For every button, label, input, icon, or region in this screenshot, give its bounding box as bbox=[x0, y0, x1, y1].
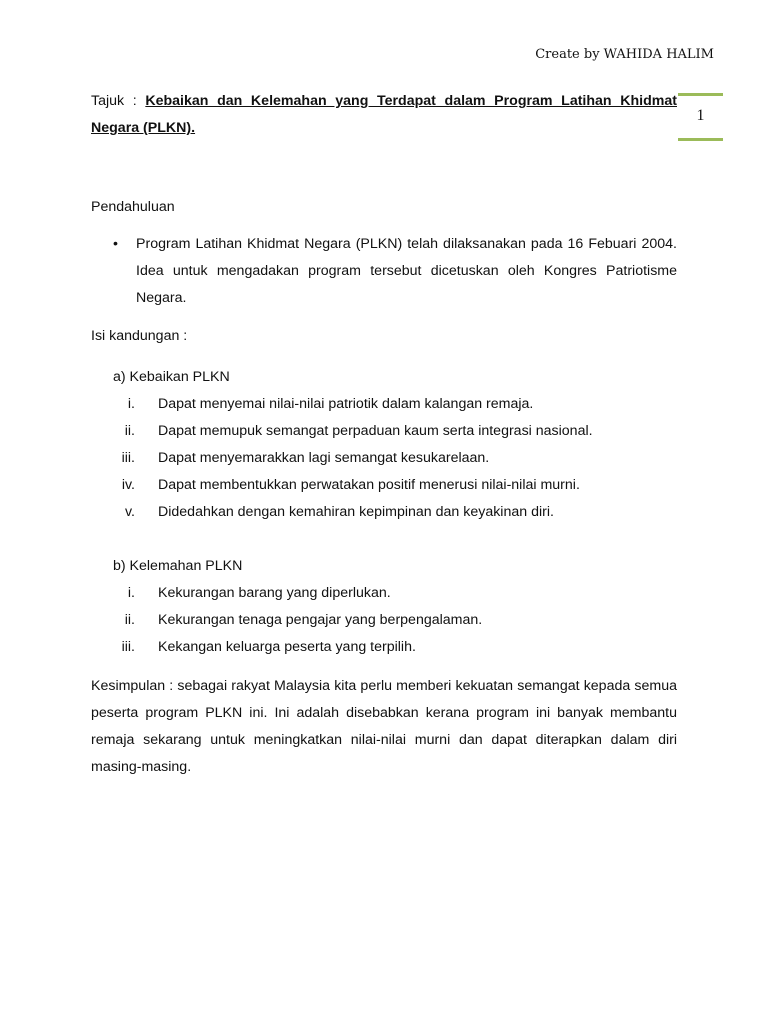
intro-bullet-list bbox=[91, 231, 677, 312]
list-item-text: Dapat menyemarakkan lagi semangat kesukarelaan. bbox=[158, 450, 490, 466]
list-item-number: v. bbox=[125, 504, 135, 520]
strengths-list bbox=[91, 391, 677, 526]
list-item-text: Dapat membentukkan perwatakan positif menerusi nilai-nilai murni. bbox=[158, 477, 580, 493]
list-item bbox=[91, 418, 677, 445]
list-item bbox=[91, 391, 677, 418]
list-item-number: iv. bbox=[121, 477, 135, 493]
page-number-top-rule bbox=[678, 93, 723, 96]
list-item-number: iii. bbox=[121, 450, 135, 466]
title-text: Kebaikan dan Kelemahan yang Terdapat dalam Program Latihan Khidmat Negara (PLKN). bbox=[91, 93, 677, 136]
list-item-number: ii. bbox=[124, 612, 135, 628]
list-item bbox=[91, 580, 677, 607]
list-item bbox=[91, 445, 677, 472]
list-item-text: Kekurangan barang yang diperlukan. bbox=[158, 585, 391, 601]
header-author-credit: Create by WAHIDA HALIM bbox=[535, 47, 714, 62]
list-item bbox=[91, 499, 677, 526]
list-item-text: Kekangan keluarga peserta yang terpilih. bbox=[158, 639, 416, 655]
list-item-text: Didedahkan dengan kemahiran kepimpinan dan keyakinan diri. bbox=[158, 504, 554, 520]
document-title bbox=[91, 88, 677, 142]
intro-heading: Pendahuluan bbox=[91, 199, 175, 215]
strengths-heading: a) Kebaikan PLKN bbox=[113, 369, 230, 385]
list-item-text: Dapat menyemai nilai-nilai patriotik dalam kalangan remaja. bbox=[158, 396, 534, 412]
page-number: 1 bbox=[696, 107, 705, 124]
page-number-bottom-rule bbox=[678, 138, 723, 141]
title-prefix: Tajuk : bbox=[91, 93, 146, 109]
list-item bbox=[91, 634, 677, 661]
weaknesses-heading: b) Kelemahan PLKN bbox=[113, 558, 243, 574]
list-item bbox=[91, 472, 677, 499]
list-item bbox=[91, 607, 677, 634]
contents-heading: Isi kandungan : bbox=[91, 328, 188, 344]
list-item-number: ii. bbox=[124, 423, 135, 439]
weaknesses-list bbox=[91, 580, 677, 661]
list-item-text: Kekurangan tenaga pengajar yang berpengalaman. bbox=[158, 612, 483, 628]
list-item-text: Dapat memupuk semangat perpaduan kaum serta integrasi nasional. bbox=[158, 423, 593, 439]
list-item-number: i. bbox=[127, 585, 135, 601]
list-item-number: iii. bbox=[121, 639, 135, 655]
page-number-box bbox=[678, 93, 723, 141]
intro-bullet-item: • Program Latihan Khidmat Negara (PLKN) telah dilaksanakan pada 16 Febuari 2004. Idea untuk mengadakan program tersebut dicetuskan oleh Kongres Patriotisme Negara. bbox=[91, 231, 677, 312]
document-body bbox=[91, 88, 677, 781]
list-item-number: i. bbox=[127, 396, 135, 412]
conclusion-paragraph: Kesimpulan : sebagai rakyat Malaysia kita perlu memberi kekuatan semangat kepada semua peserta program PLKN ini. Ini adalah disebabkan kerana program ini banyak membantu remaja sekarang untuk meningkatkan nilai-nilai murni dan dapat diterapkan dalam diri masing-masing. bbox=[91, 678, 677, 775]
